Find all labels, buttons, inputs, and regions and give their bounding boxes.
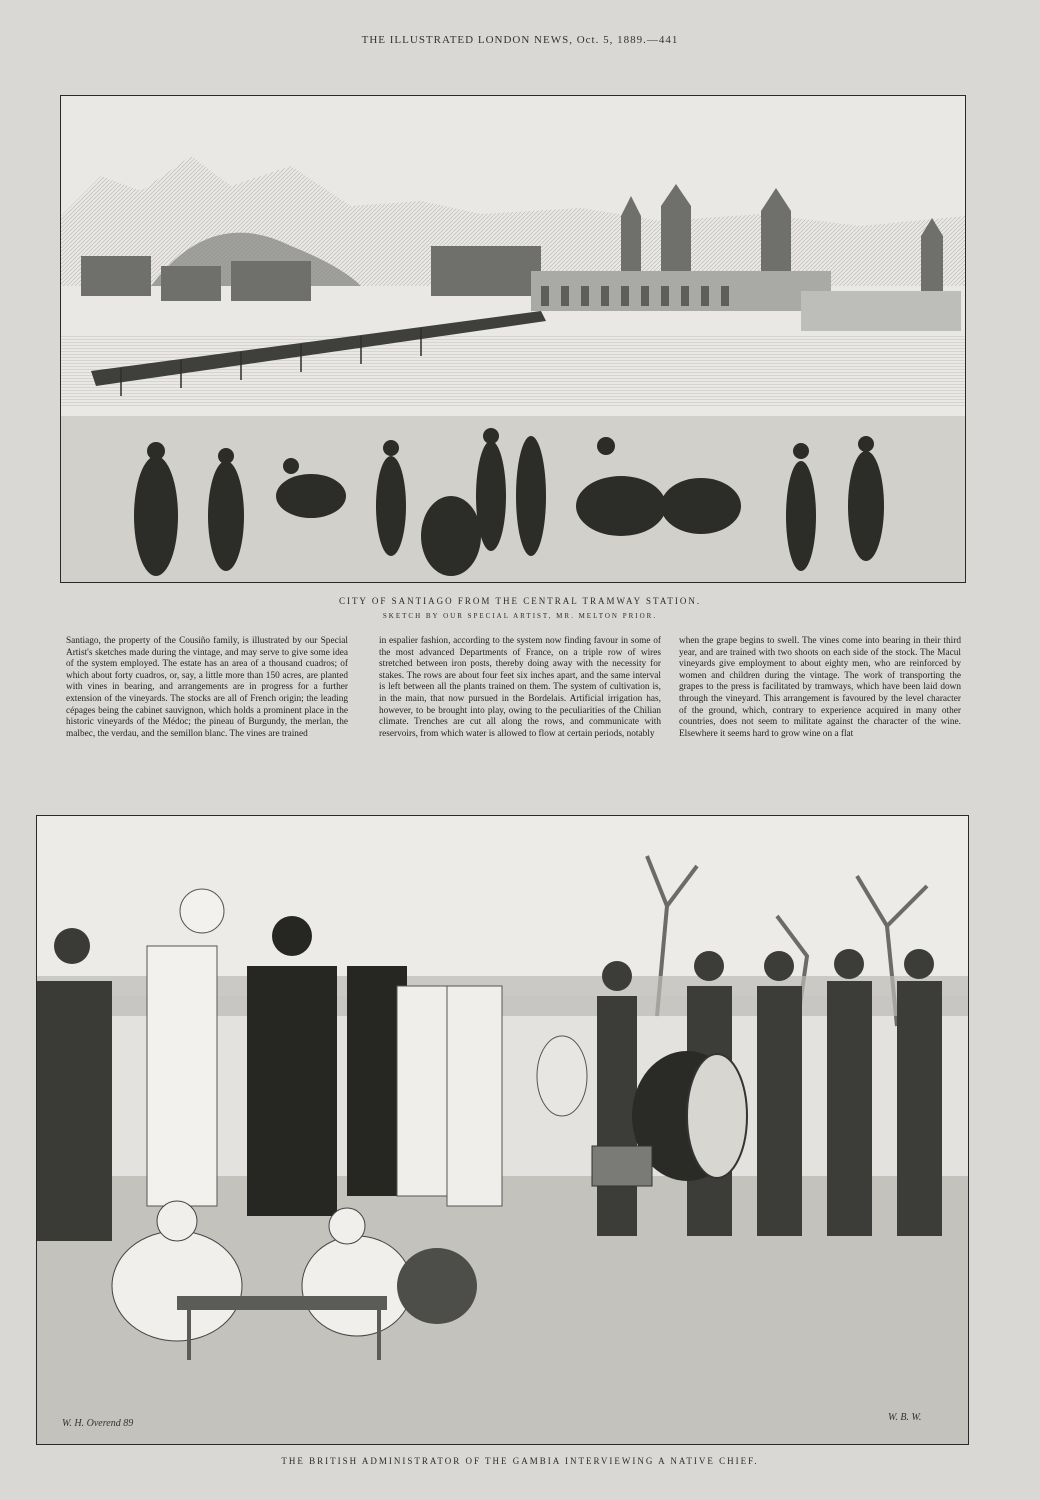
engraving-santiago-art — [61, 96, 965, 582]
figure-credit-top: SKETCH BY OUR SPECIAL ARTIST, MR. MELTON PRIOR. — [382, 612, 658, 620]
signature-left: W. H. Overend 89 — [62, 1418, 134, 1429]
engraving-gambia-art — [37, 816, 968, 1444]
figure-caption-bottom: THE BRITISH ADMINISTRATOR OF THE GAMBIA INTERVIEWING A NATIVE CHIEF. — [281, 1456, 759, 1466]
running-head: THE ILLUSTRATED LONDON NEWS, Oct. 5, 1889.—441 — [361, 34, 679, 46]
article-column-3: when the grape begins to swell. The vines come into bearing in their third year, and are trained with two shoots on each side of the stock. The Macul vineyards give employment to about eighty men, who are reinforced by women and children during the vintage. The work of transporting the grapes to the press is facilitated by tramways, which have been laid down through the vineyard. This arrangement is favoured by the level character of the ground, which, contrary to experience acquired in many other countries, does not seem to militate against the character of the wine. Elsewhere it seems hard to grow wine on a flat — [679, 636, 961, 739]
engraving-gambia — [36, 815, 969, 1445]
engraving-santiago — [60, 95, 966, 583]
article-column-2: in espalier fashion, according to the system now finding favour in some of the most advanced Departments of France, on a triple row of wires stretched between iron posts, thereby doing away with the necessity for stakes. The rows are about four feet six inches apart, and the same interval is left between all the plants trained on them. The system of cultivation is, in the main, that now pursued in the Bordelais. Artificial irrigation has, however, to be brought into play, owing to the peculiarities of the Chilian climate. Trenches are cut all along the rows, and communicate with reservoirs, from which water is allowed to flow at certain periods, notably — [379, 636, 661, 739]
figure-caption-top: CITY OF SANTIAGO FROM THE CENTRAL TRAMWAY STATION. — [338, 596, 702, 606]
signature-right: W. B. W. — [888, 1412, 922, 1423]
article-column-1: Santiago, the property of the Cousiño family, is illustrated by our Special Artist's sketches made during the vintage, and may serve to give some idea of the system employed. The estate has an area of a thousand cuadros; of which about forty cuadros, or, say, a little more than 150 acres, are planted with vines in bearing, and arrangements are in progress for a further extension of the vineyards. The stocks are all of French origin; the leading cépages being the cabinet sauvignon, which holds a prominent place in the historic vineyards of the Médoc; the pineau of Burgundy, the merlan, the malbec, the verdau, and the semillon blanc. The vines are trained — [66, 636, 348, 739]
